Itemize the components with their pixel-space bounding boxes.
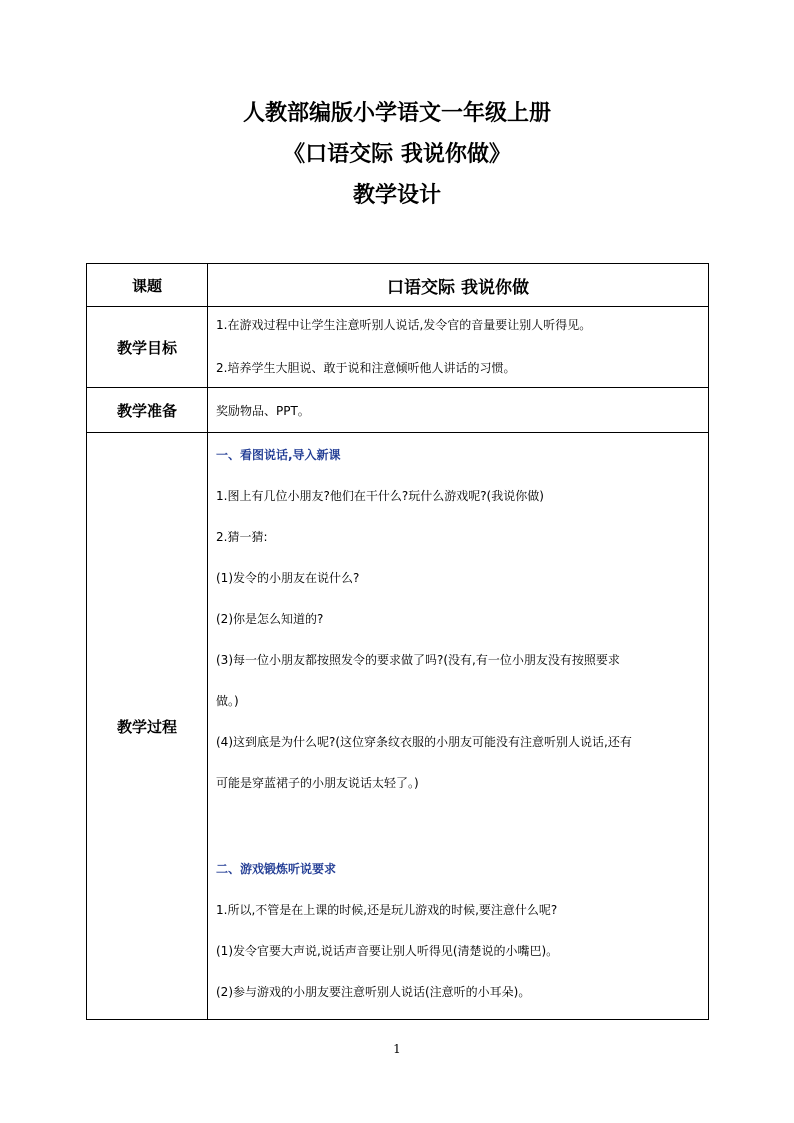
goals-label: 教学目标 xyxy=(87,307,208,388)
title-line-3: 教学设计 xyxy=(352,183,441,208)
process-label: 教学过程 xyxy=(87,433,208,1020)
process-line: 1.图上有几位小朋友?他们在干什么?玩什么游戏呢?(我说你做) xyxy=(216,489,544,503)
prep-value: 奖励物品、PPT。 xyxy=(208,388,709,433)
topic-label: 课题 xyxy=(87,264,208,307)
title-line-1: 人教部编版小学语文一年级上册 xyxy=(242,101,551,126)
prep-label: 教学准备 xyxy=(87,388,208,433)
lesson-plan-table xyxy=(86,263,709,1020)
process-line: (2)你是怎么知道的? xyxy=(216,612,324,626)
section-1-heading: 一、看图说话,导入新课 xyxy=(216,448,341,462)
process-cell xyxy=(208,433,709,1020)
process-line: (1)发令的小朋友在说什么? xyxy=(216,571,360,585)
process-line: (3)每一位小朋友都按照发令的要求做了吗?(没有,有一位小朋友没有按照要求 xyxy=(216,653,620,667)
page-number: 1 xyxy=(393,1042,401,1056)
goal-item-2: 2.培养学生大胆说、敢于说和注意倾听他人讲话的习惯。 xyxy=(216,361,516,375)
process-line: 1.所以,不管是在上课的时候,还是玩儿游戏的时候,要注意什么呢? xyxy=(216,903,558,917)
process-line: (1)发令官要大声说,说话声音要让别人听得见(清楚说的小嘴巴)。 xyxy=(216,944,559,958)
topic-value: 口语交际 我说你做 xyxy=(208,264,709,307)
process-line: (4)这到底是为什么呢?(这位穿条纹衣服的小朋友可能没有注意听别人说话,还有 xyxy=(216,735,632,749)
goals-cell xyxy=(208,307,709,388)
goal-item-1: 1.在游戏过程中让学生注意听别人说话,发令官的音量要让别人听得见。 xyxy=(216,318,592,332)
process-line: 做。) xyxy=(216,694,239,708)
process-line: 2.猜一猜: xyxy=(216,530,268,544)
process-line: (2)参与游戏的小朋友要注意听别人说话(注意听的小耳朵)。 xyxy=(216,985,531,999)
topic-row xyxy=(87,264,709,307)
process-line: 可能是穿蓝裙子的小朋友说话太轻了。) xyxy=(216,776,419,790)
section-2-heading: 二、游戏锻炼听说要求 xyxy=(216,862,337,876)
goals-row xyxy=(87,307,709,388)
title-line-2: 《口语交际 我说你做》 xyxy=(283,142,511,167)
process-row xyxy=(87,433,709,1020)
document-title xyxy=(0,102,794,225)
prep-row xyxy=(87,388,709,433)
